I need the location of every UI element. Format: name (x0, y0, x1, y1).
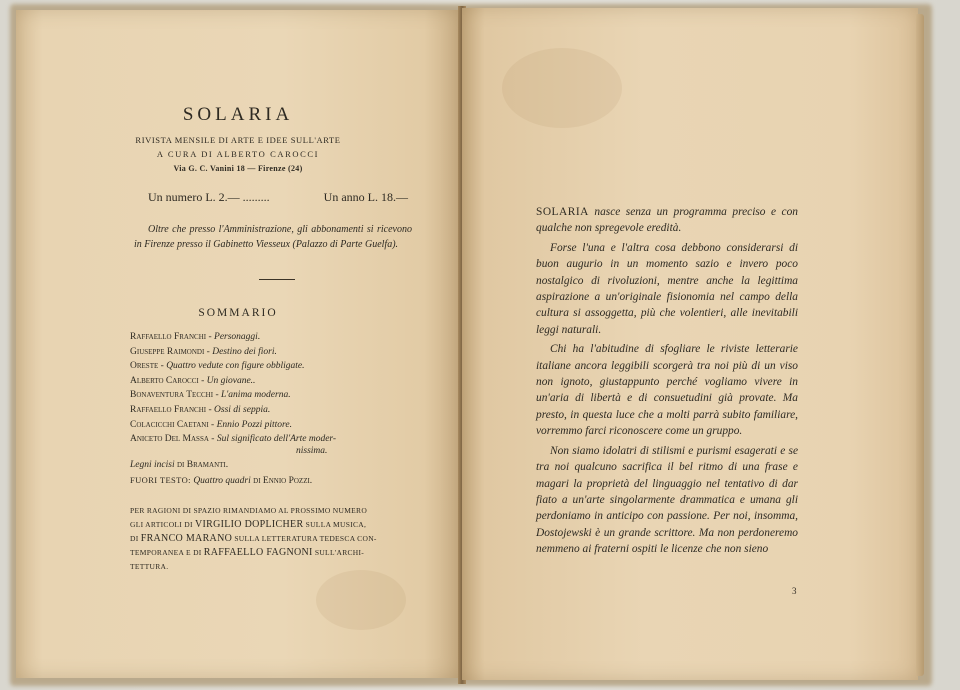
notice-line: PER RAGIONI DI SPAZIO RIMANDIAMO AL PROSSIMO NUMERO (130, 506, 368, 515)
notice-line: TETTURA. (130, 562, 169, 571)
toc-extra (130, 473, 420, 489)
editor-line: A CURA DI ALBERTO CAROCCI (156, 149, 320, 159)
toc-author: Colacicchi Caetani (130, 419, 209, 430)
paragraph (536, 204, 798, 237)
subscription-note: Oltre che presso l'Amministrazione, gli abbonamenti si ricevono in Firenze presso il Gabinetto Viesseux (Palazzo di Parte Guelfa). (134, 224, 412, 250)
notice-text: SULLA MUSICA, (305, 520, 367, 529)
paper-stain (502, 48, 622, 128)
paragraph-text: nasce senza un programma preciso e con qualche non spregevole eredità. (536, 206, 798, 235)
toc-work: Destino dei fiori. (212, 346, 277, 357)
notice-line (130, 532, 414, 546)
price-annual: Un anno L. 18.— (323, 190, 408, 204)
extra-label: FUORI TESTO: (130, 474, 191, 485)
paper-stain (316, 570, 406, 630)
toc-entry (130, 359, 420, 374)
journal-address: Via G. C. Vanini 18 — Firenze (24) (173, 164, 303, 173)
engravings-label: Legni incisi (130, 460, 175, 471)
editorial-text (536, 204, 798, 561)
toc-author: Aniceto Del Massa (130, 434, 209, 445)
toc-entry (130, 418, 420, 433)
toc-entry (130, 403, 420, 418)
notice-name: VIRGILIO DOPLICHER (194, 519, 304, 530)
toc-work: Sul significato dell'Arte moder- (216, 434, 337, 445)
toc-entry (130, 345, 420, 360)
toc-work: Un giovane.. (206, 375, 256, 386)
toc-separator: - (198, 375, 207, 386)
paragraph: Non siamo idolatri di stilismi e purismi esagerati e se tra noi qualcuno sacrifica il bel ritmo di una frase e magari la proprietà del linguaggio nel tentativo di dar fiato a un'arte singolarmente drammatica e umana gli perdoniamo in anticipo con passione. Per noi, insomma, Dostojewski è un grande scrittore. Ma non perdoneremo nemmeno ai fraterni ospiti le licenze che non sieno (536, 444, 798, 556)
notice-text: GLI ARTICOLI DI (130, 520, 193, 529)
notice-name: RAFFAELLO FAGNONI (203, 547, 313, 558)
postponed-articles-notice (130, 504, 414, 574)
toc-work: Personaggi. (214, 332, 261, 342)
toc-separator: - (208, 434, 217, 445)
toc-separator: - (208, 419, 217, 430)
notice-name: FRANCO MARANO (140, 533, 233, 544)
notice-text: DI (130, 534, 139, 543)
paragraph: Chi ha l'abitudine di sfogliare le riviste letterarie italiane ancora leggibili scorgerà tra noi più di un viso non ignoto, giustappunto perché vogliamo vivere in un'aria di libertà e di consuetudini già provate. Ma presto, in questa luce che a molti parrà subito familiare, vorremmo farci riconoscere come un gruppo. (536, 343, 798, 438)
page-number: 3 (792, 586, 797, 596)
price-line (148, 190, 408, 205)
notice-text: SULL'ARCHI- (314, 548, 365, 557)
toc-author: Raffaello Franchi (130, 332, 207, 342)
journal-subtitle: RIVISTA MENSILE DI ARTE E IDEE SULL'ARTE (135, 135, 341, 145)
page-edge (916, 14, 924, 676)
engravings-artist: di Bramanti. (176, 460, 229, 471)
contents-heading: SOMMARIO (198, 307, 278, 319)
notice-line (130, 546, 414, 560)
toc-entry (130, 330, 420, 345)
notice-line (130, 518, 414, 532)
notice-text: SULLA LETTERATURA TEDESCA CON- (234, 534, 377, 543)
toc-entry-continuation: nissima. (296, 445, 328, 456)
toc-author: Giuseppe Raimondi (130, 346, 205, 357)
left-page (16, 10, 460, 678)
toc-separator: - (206, 404, 215, 415)
toc-author: Raffaello Franchi (130, 404, 207, 415)
journal-title: SOLARIA (182, 104, 294, 125)
right-page (462, 8, 918, 680)
toc-author: Alberto Carocci (130, 375, 199, 386)
divider-rule (259, 279, 295, 280)
toc-work: Ennio Pozzi pittore. (216, 419, 292, 430)
table-of-contents (130, 330, 420, 489)
notice-text: TEMPORANEA E DI (130, 548, 202, 557)
journal-name: SOLARIA (536, 206, 589, 218)
toc-engravings (130, 458, 420, 473)
toc-work: Quattro vedute con figure obbligate. (166, 361, 305, 372)
masthead (16, 104, 460, 173)
toc-separator: - (206, 332, 215, 342)
toc-separator: - (158, 361, 167, 372)
toc-work: L'anima moderna. (220, 390, 291, 401)
toc-work: Ossi di seppia. (214, 404, 271, 415)
toc-separator: - (213, 390, 221, 401)
toc-author: Bonaventura Tecchi (130, 390, 214, 401)
extra-work: Quattro quadri (193, 475, 251, 486)
paragraph: Forse l'una e l'altra cosa debbono considerarsi di buon augurio in un momento sazio e invero poco nostalgico di rivoluzioni, mentre anche la legittima aspirazione a un'originale fisionomia nel campo della cultura si assoggetta, più che volentieri, alle inevitabili leggi naturali. (536, 241, 798, 336)
extra-artist: di Ennio Pozzi. (253, 475, 313, 486)
price-single-issue: Un numero L. 2.— ......... (148, 190, 270, 204)
toc-entry (130, 374, 420, 389)
toc-separator: - (204, 346, 213, 357)
toc-author: Oreste (130, 361, 159, 372)
toc-entry (130, 388, 420, 403)
